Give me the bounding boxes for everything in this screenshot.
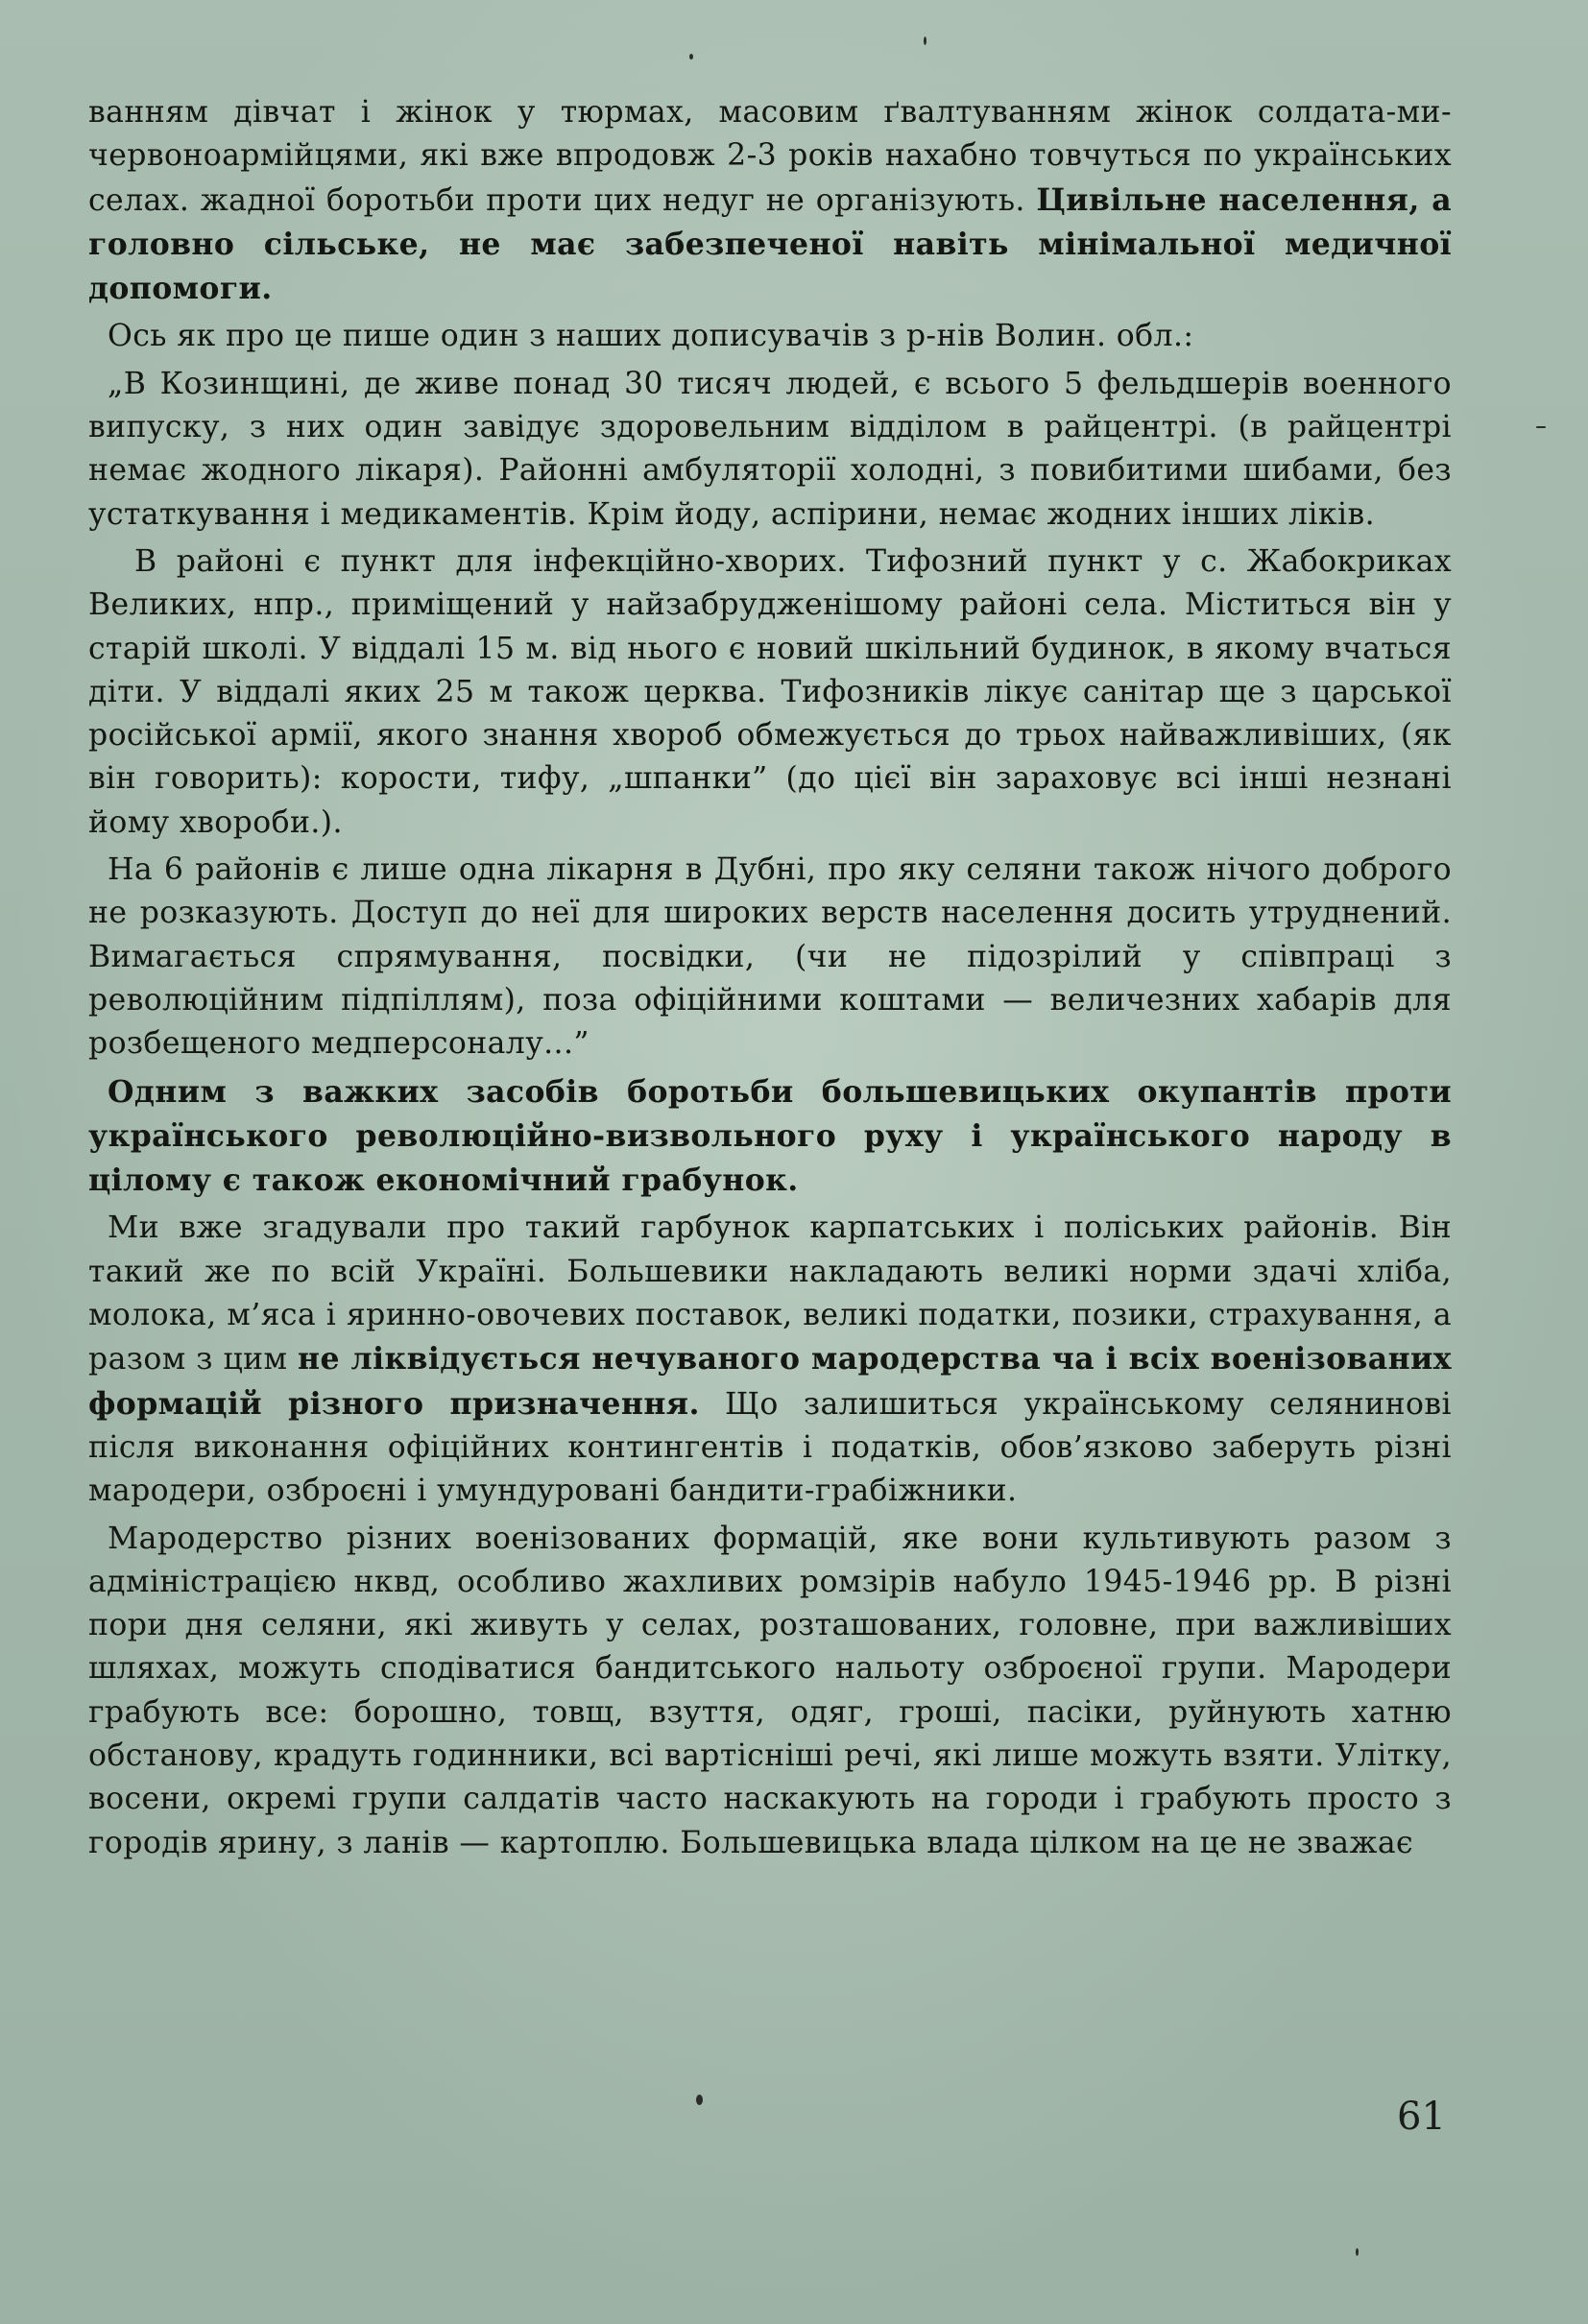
text-run: Що залишиться українському селянинові після виконання офіційних контингентів і податків, обов’язково заберуть різні мародери, озброєні і умундуровані бандити-грабіжники. — [88, 1386, 1452, 1509]
paragraph-p1 — [88, 91, 1452, 311]
text-run: В районі є пункт для інфекційно-хворих. Тифозний пункт у с. Жабокриках Великих, нпр., приміщений у найзабрудженішому районі села. Міститься він у старій школі. У віддалі 15 м. від нього є новий шкільний будинок, в якому вчаться діти. У віддалі яких 25 м також церква. Тифозників лікує санітар ще з царської російської армії, якого знання хвороб обмежується до трьох найважливіших, (як він говорить): корости, тифу, „шпанки” (до цієї він зараховує всі інші незнані йому хвороби.). — [88, 543, 1452, 840]
bold-text-run: не ліквідується нечуваного мародерства ча і всіх военізованих формацій різного призначення. — [88, 1341, 1452, 1422]
scan-speck — [696, 2095, 703, 2105]
paragraph-p4 — [88, 540, 1452, 845]
paragraph-p3 — [88, 363, 1452, 537]
text-run: На 6 районів є лише одна лікарня в Дубні, про яку селяни також нічого доброго не розказують. Доступ до неї для широких верств населення досить утруднений. Вимагається спрямування, посвідки, (чи не підозрілий у співпраці з революційним підпіллям), поза офіційними коштами — величезних хабарів для розбещеного медперсоналу...” — [88, 852, 1452, 1062]
scan-speck — [1536, 426, 1546, 428]
text-run: ванням дівчат і жінок у тюрмах, масовим ґвалтуванням жінок солдата-ми-червоноармійцями, які вже впродовж 2-3 років нахабно товчуться по українських селах. жадної боротьби проти цих недуг не організують. — [88, 95, 1452, 218]
text-run: Ми вже згадували про такий гарбунок карпатських і поліських районів. Він такий же по всій Україні. Большевики накладають великі норми здачі хліба, молока, м’яса і яринно-овочевих поставок, великі податки, позики, страхування, а разом з цим — [88, 1210, 1452, 1378]
scan-speck — [924, 36, 926, 45]
bold-text-run: Одним з важких засобів боротьби большевицьких окупантів проти українського революційно-визвольного руху і українського народу в цілому є також економічний грабунок. — [88, 1073, 1452, 1199]
text-run: Ось як про це пише один з наших дописувачів з р-нів Волин. обл.: — [108, 319, 1194, 354]
scan-speck — [1356, 2248, 1359, 2256]
bold-text-run: Цивільне населення, а головно сільське, не має забезпеченої навіть мінімальної медичної допомоги. — [88, 181, 1452, 307]
scan-speck — [689, 54, 693, 60]
paragraph-p2 — [88, 315, 1452, 358]
paragraph-p6 — [88, 1070, 1452, 1204]
paragraph-p7 — [88, 1207, 1452, 1513]
text-run: Мародерство різних военізованих формацій, яке вони культивують разом з адміністрацією нквд, особливо жахливих ромзірів набуло 1945-1946 рр. В різні пори дня селяни, які живуть у селах, розташованих, головне, при важливіших шляхах, можуть сподіватися бандитського нальоту озброєної групи. Мародери грабують все: борошно, товщ, взуття, одяг, гроші, пасіки, руйнують хатню обстанову, крадуть годинники, всі вартісніші речі, які лише можуть взяти. Улітку, восени, окремі групи салдатів часто наскакують на городи і грабують просто з городів ярину, з ланів — картоплю. Большевицька влада цілком на це не зважає — [88, 1521, 1452, 1860]
paragraph-p8 — [88, 1518, 1452, 1865]
text-run: „В Козинщині, де живе понад 30 тисяч людей, є всього 5 фельдшерів военного випуску, з них один завідує здоровельним відділом в райцентрі. (в райцентрі немає жодного лікаря). Районні амбуляторії холодні, з повибитими шибами, без устаткування і медикаментів. Крім йоду, аспірини, немає жодних інших ліків. — [88, 366, 1452, 532]
paragraph-p5 — [88, 849, 1452, 1066]
page-number: 61 — [1397, 2095, 1446, 2139]
body-text — [88, 91, 1452, 1869]
